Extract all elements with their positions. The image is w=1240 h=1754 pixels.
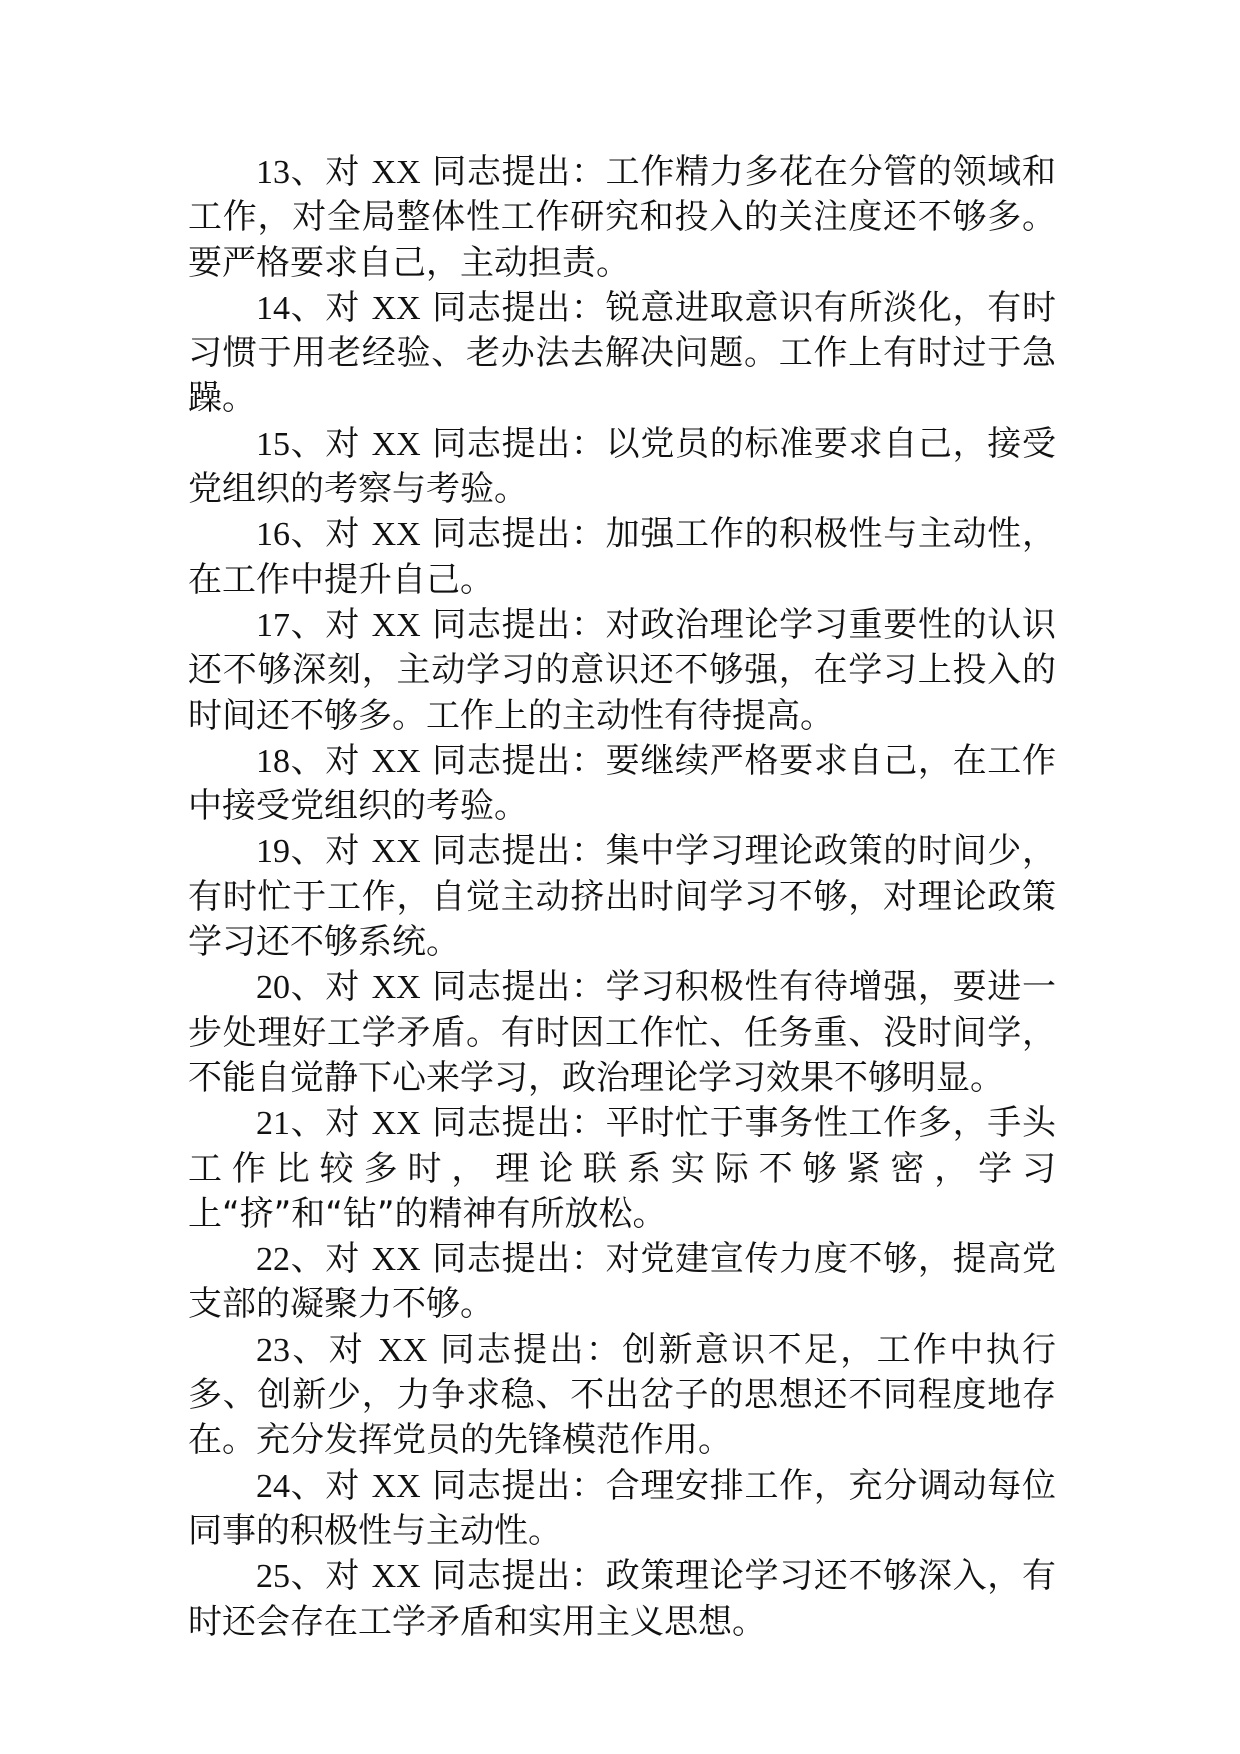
item-number: 16 [256, 516, 290, 554]
comrade-placeholder: XX [371, 969, 421, 1007]
item-separator: 、对 [290, 967, 372, 1008]
comrade-placeholder: XX [371, 516, 421, 554]
paragraph-16 [188, 512, 1056, 603]
item-separator: 、对 [290, 423, 372, 464]
item-text: 同志提出：合理安排工作，充分调动每位同事的积极性与主动性。 [188, 1465, 1056, 1551]
paragraph-18 [188, 739, 1056, 830]
item-number: 24 [256, 1467, 290, 1505]
item-number: 13 [256, 154, 290, 191]
paragraph-17 [188, 603, 1056, 739]
item-text: 同志提出：工作精力多花在分管的领域和工作，对全局整体性工作研究和投入的关注度还不够多。要严格要求自己，主动担责。 [188, 152, 1056, 283]
item-number: 21 [256, 1105, 290, 1143]
paragraph-21 [188, 1101, 1056, 1237]
item-text: 同志提出：要继续严格要求自己，在工作中接受党组织的考验。 [188, 740, 1056, 827]
item-separator: 、对 [290, 1103, 372, 1144]
item-separator: 、对 [290, 1465, 372, 1506]
item-text: 同志提出：加强工作的积极性与主动性，在工作中提升自己。 [188, 514, 1056, 600]
paragraph-25 [188, 1554, 1056, 1645]
item-text: 同志提出：学习积极性有待增强，要进一步处理好工学矛盾。有时因工作忙、任务重、没时间学，不能自觉静下心来学习，政治理论学习效果不够明显。 [188, 967, 1056, 1098]
item-separator: 、对 [290, 514, 372, 555]
item-separator: 、对 [290, 152, 372, 192]
item-number: 17 [256, 606, 290, 644]
paragraph-20 [188, 965, 1056, 1101]
item-number: 23 [256, 1331, 290, 1369]
item-separator: 、对 [290, 1556, 372, 1597]
comrade-placeholder: XX [371, 1467, 421, 1505]
item-number: 15 [256, 425, 290, 463]
item-text: 同志提出：以党员的标准要求自己，接受党组织的考察与考验。 [188, 423, 1056, 510]
item-number: 25 [256, 1558, 290, 1596]
comrade-placeholder: XX [371, 289, 421, 327]
item-text: 同志提出：政策理论学习还不够深入，有时还会存在工学矛盾和实用主义思想。 [188, 1556, 1056, 1642]
item-separator: 、对 [290, 740, 372, 781]
comrade-placeholder: XX [378, 1331, 428, 1369]
item-separator: 、对 [290, 1329, 379, 1370]
item-number: 18 [256, 742, 290, 780]
item-number: 22 [256, 1241, 290, 1279]
item-text: 同志提出：对政治理论学习重要性的认识还不够深刻，主动学习的意识还不够强，在学习上投入的时间还不够多。工作上的主动性有待提高。 [188, 604, 1056, 736]
paragraph-13 [188, 150, 1056, 286]
item-number: 19 [256, 833, 290, 871]
paragraph-19 [188, 829, 1056, 965]
item-number: 14 [256, 289, 290, 327]
document-body [188, 150, 1056, 1645]
comrade-placeholder: XX [371, 425, 421, 463]
paragraph-15 [188, 422, 1056, 513]
comrade-placeholder: XX [371, 1558, 421, 1596]
comrade-placeholder: XX [371, 742, 421, 780]
paragraph-24 [188, 1464, 1056, 1555]
item-text: 同志提出：锐意进取意识有所淡化，有时习惯于用老经验、老办法去解决问题。工作上有时过于急躁。 [188, 287, 1056, 419]
item-separator: 、对 [290, 831, 372, 872]
comrade-placeholder: XX [371, 1241, 421, 1279]
comrade-placeholder: XX [371, 833, 421, 871]
paragraph-22 [188, 1237, 1056, 1328]
paragraph-23 [188, 1328, 1056, 1464]
item-separator: 、对 [290, 604, 372, 645]
comrade-placeholder: XX [371, 606, 421, 644]
item-number: 20 [256, 969, 290, 1007]
comrade-placeholder: XX [371, 154, 421, 191]
item-text: 同志提出：集中学习理论政策的时间少，有时忙于工作，自觉主动挤出时间学习不够，对理论政策学习还不够系统。 [188, 831, 1056, 963]
comrade-placeholder: XX [371, 1105, 421, 1143]
item-separator: 、对 [290, 287, 372, 328]
item-text: 同志提出：对党建宣传力度不够，提高党支部的凝聚力不够。 [188, 1239, 1056, 1325]
item-text: 同志提出：平时忙于事务性工作多，手头工作比较多时，理论联系实际不够紧密，学习上“挤”和“钻”的精神有所放松。 [188, 1103, 1056, 1234]
item-text: 同志提出：创新意识不足，工作中执行多、创新少，力争求稳、不出岔子的思想还不同程度地存在。充分发挥党员的先锋模范作用。 [188, 1329, 1057, 1461]
item-separator: 、对 [290, 1239, 372, 1280]
paragraph-14 [188, 286, 1056, 422]
